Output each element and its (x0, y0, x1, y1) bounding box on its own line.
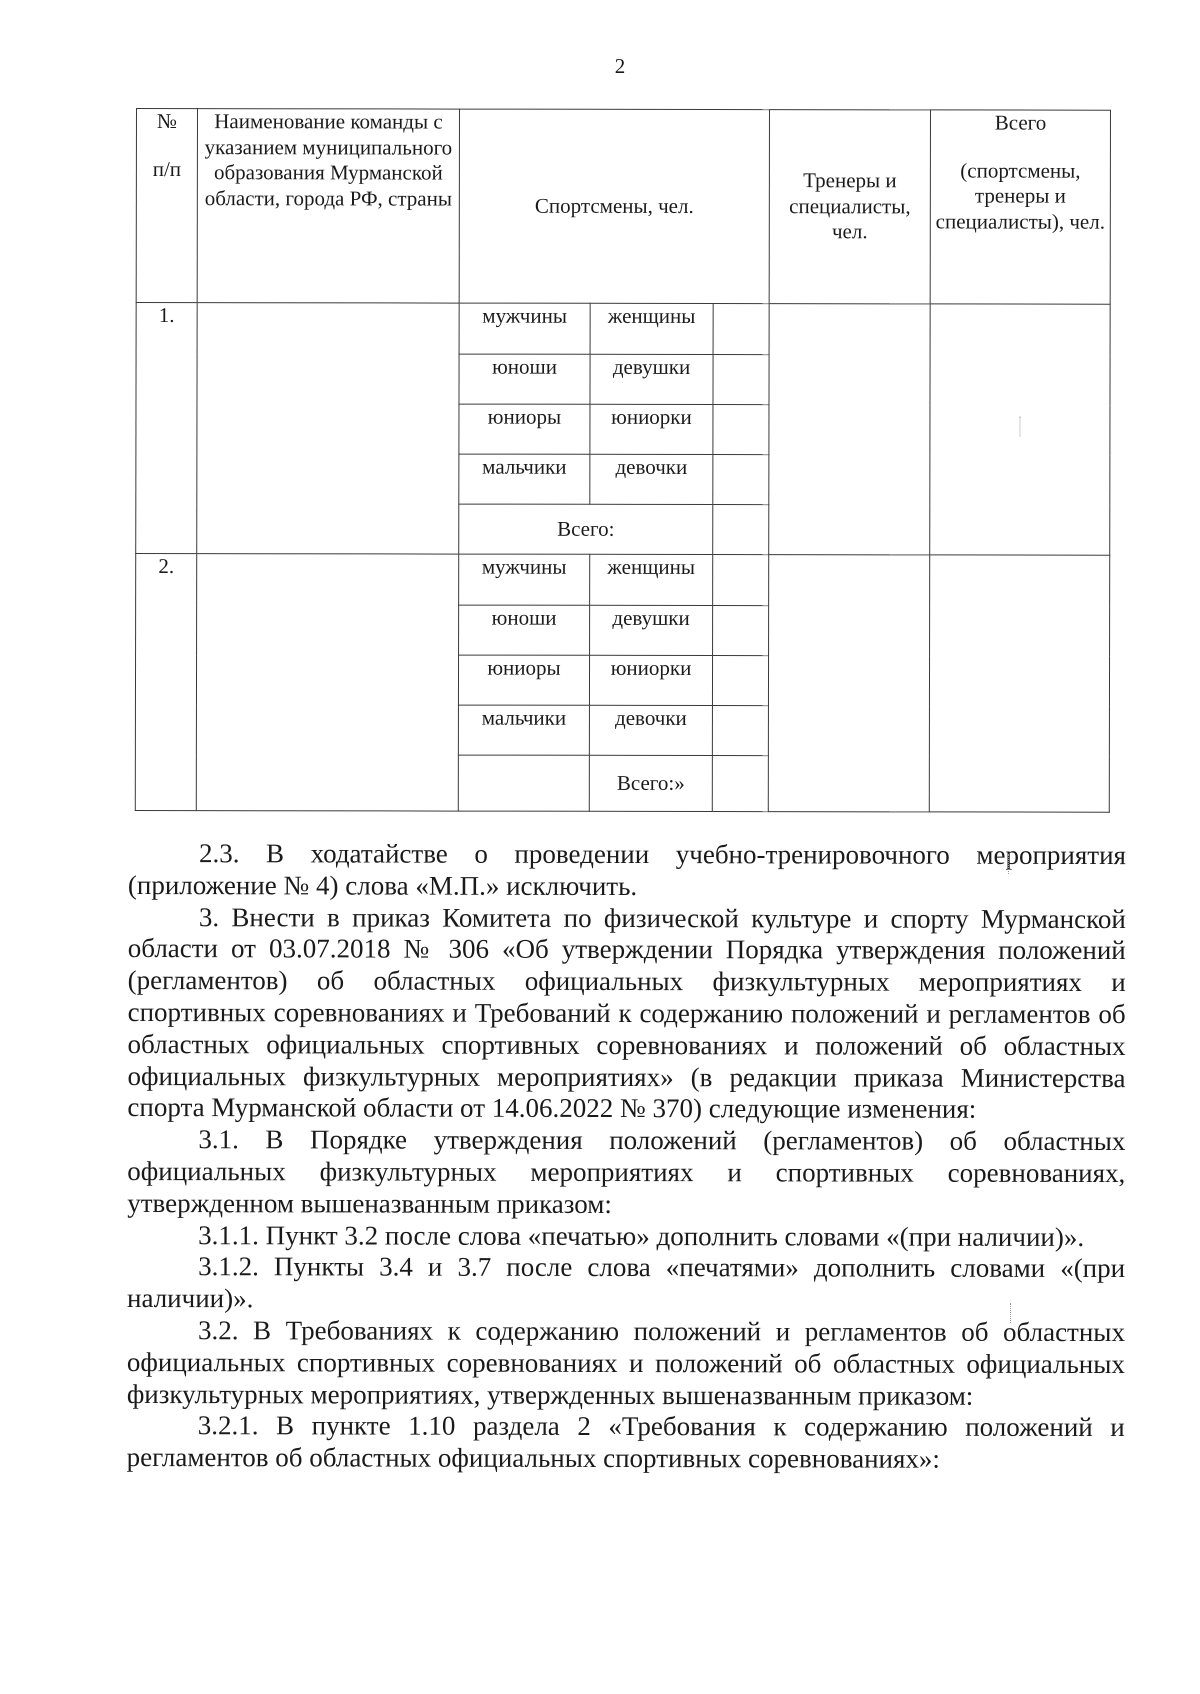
subtotal-label: Всего:» (589, 755, 712, 811)
scan-mark (1019, 416, 1020, 436)
category-male: юноши (459, 605, 590, 655)
page-number: 2 (614, 54, 626, 78)
document-body (127, 838, 1126, 1476)
category-male: мальчики (459, 454, 590, 504)
coaches-cell[interactable] (768, 555, 929, 812)
scan-mark (1008, 854, 1009, 874)
scan-mark (1010, 1303, 1011, 1323)
header-team (197, 109, 459, 303)
subtotal-count-cell[interactable] (712, 756, 768, 812)
header-athletes (459, 109, 769, 304)
category-female: девушки (590, 605, 713, 655)
header-total (930, 110, 1110, 304)
total-cell[interactable] (930, 304, 1110, 555)
count-cell[interactable] (713, 455, 769, 505)
count-cell[interactable] (713, 355, 769, 405)
count-cell[interactable] (713, 304, 769, 355)
count-cell[interactable] (713, 555, 769, 606)
total-cell[interactable] (929, 555, 1109, 812)
category-male: мужчины (459, 303, 590, 354)
paragraph-2-3: 2.3. В ходатайстве о проведении учебно-тренировочного мероприятия (приложение № 4) слова «М.П.» исключить. (127, 838, 1126, 901)
header-number-abbr: п/п (152, 156, 182, 181)
table-row (136, 554, 1110, 607)
header-coaches-text: Тренеры и специалисты, чел. (789, 168, 911, 244)
count-cell[interactable] (713, 405, 769, 455)
row-number: 1. (136, 303, 197, 554)
team-roster-table (135, 108, 1111, 813)
team-name-cell[interactable] (196, 554, 458, 811)
count-cell[interactable] (712, 706, 768, 756)
category-female: девочки (590, 454, 713, 504)
category-female: девушки (590, 354, 713, 404)
table-row (136, 303, 1110, 356)
category-male: юниоры (458, 655, 589, 705)
empty-label-cell (458, 755, 589, 811)
category-male: юниоры (459, 404, 590, 454)
header-athletes-text: Спортсмены, чел. (534, 193, 694, 218)
table-header-row (136, 109, 1110, 305)
paragraph-3-2: 3.2. В Требованиях к содержанию положений и регламентов об областных официальных спортивных соревнованиях и положений об областных официальных физкультурных мероприятиях, утвержденных вышеназванным приказом: (126, 1315, 1125, 1411)
category-male: мальчики (458, 705, 589, 755)
category-female: девочки (589, 705, 712, 755)
header-total-title: Всего (994, 110, 1047, 135)
category-female: юниорки (589, 655, 712, 705)
subtotal-label: Всего: (459, 504, 713, 554)
category-female: женщины (590, 554, 713, 605)
header-number (136, 109, 197, 303)
header-number-symbol: № (156, 109, 178, 134)
header-team-text: Наименование команды с указанием муниципального образования Мурманской области, города РФ, страны (204, 109, 453, 211)
category-female: женщины (590, 303, 713, 354)
paragraph-3: 3. Внести в приказ Комитета по физической культуре и спорту Мурманской области от 03.07.2018 № 306 «Об утверждении Порядка утверждения положений (регламентов) об областных официальных физкультурных мероприятиях и спортивных соревнованиях и Требований к содержанию положений и регламентов об областных официальных спортивных соревнованиях и положений об областных официальных физкультурных мероприятиях» (в редакции приказа Министерства спорта Мурманской области от 14.06.2022 № 370) следующие изменения: (127, 901, 1126, 1125)
paragraph-3-1-2: 3.1.2. Пункты 3.4 и 3.7 после слова «печатями» дополнить словами «(при наличии)». (127, 1251, 1126, 1314)
paragraph-3-2-1: 3.2.1. В пункте 1.10 раздела 2 «Требования к содержанию положений и регламентов об областных официальных спортивных соревнованиях»: (126, 1410, 1125, 1474)
count-cell[interactable] (713, 606, 769, 656)
paragraph-3-1: 3.1. В Порядке утверждения положений (регламентов) об областных официальных физкультурных мероприятиях и спортивных соревнованиях, утвержденном вышеназванным приказом: (127, 1124, 1126, 1219)
category-female: юниорки (590, 404, 713, 454)
header-total-detail: (спортсмены, тренеры и специалисты), чел. (935, 158, 1105, 234)
team-roster-table-wrapper (135, 108, 1110, 812)
subtotal-count-cell[interactable] (713, 505, 769, 555)
count-cell[interactable] (712, 656, 768, 706)
row-number: 2. (135, 554, 196, 811)
header-coaches (769, 110, 930, 304)
category-male: мужчины (459, 554, 590, 605)
category-male: юноши (459, 354, 590, 404)
paragraph-3-1-1: 3.1.1. Пункт 3.2 после слова «печатью» дополнить словами «(при наличии)». (198, 1219, 1085, 1252)
coaches-cell[interactable] (769, 304, 930, 555)
team-name-cell[interactable] (197, 303, 459, 554)
